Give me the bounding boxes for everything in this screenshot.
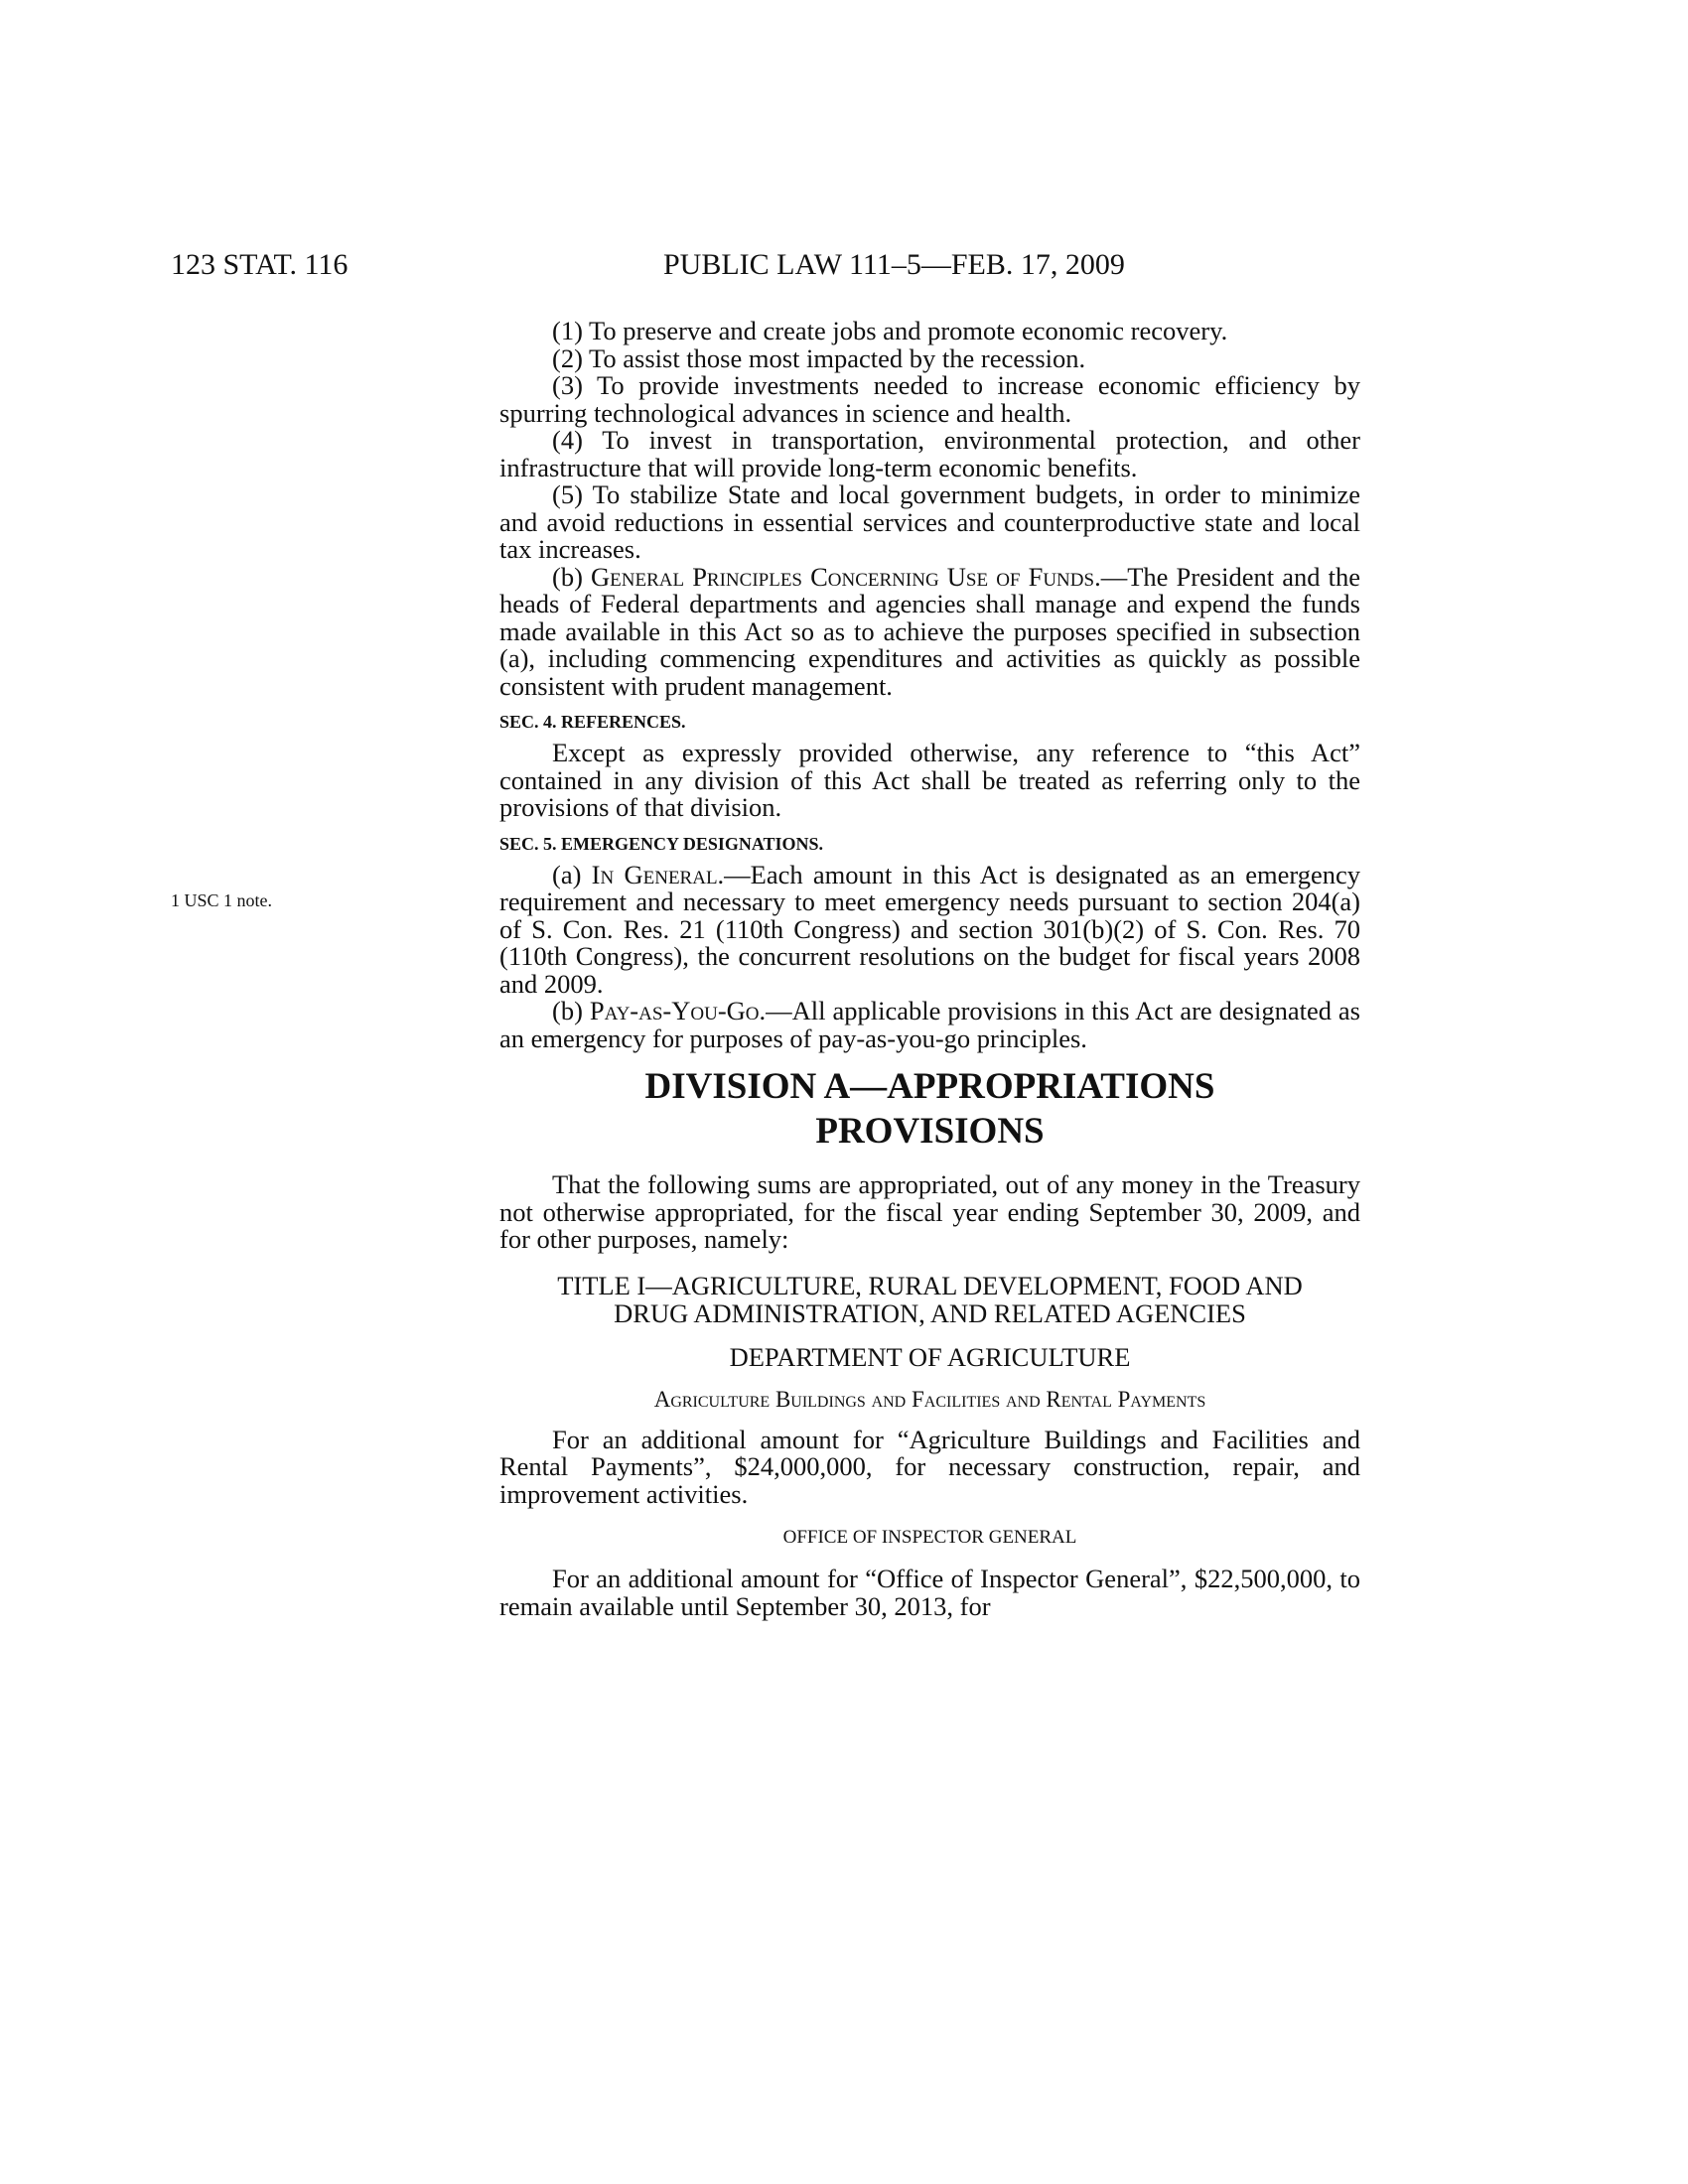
department-heading: DEPARTMENT OF AGRICULTURE xyxy=(729,1341,1131,1372)
oig-heading: OFFICE OF INSPECTOR GENERAL xyxy=(782,1527,1077,1548)
oig-text: For an additional amount for “Office of Inspector General”, $22,500,000, to remain available until September 30, 2013, for xyxy=(499,1564,1360,1621)
section-4-heading: SEC. 4. REFERENCES. xyxy=(499,712,686,732)
purpose-item: (2) To assist those most impacted by the recession. xyxy=(552,342,1086,373)
subsection-b-label: (b) xyxy=(552,561,592,592)
purpose-item: (1) To preserve and create jobs and promote economic recovery. xyxy=(552,316,1228,345)
purpose-item: (5) To stabilize State and local government budgets, in order to minimize and avoid reductions in essential services and counterproductive state and local tax increases. xyxy=(499,479,1360,564)
subsection-b-heading: General Principles Concerning Use of Funds. xyxy=(591,561,1101,592)
purpose-item: (4) To invest in transportation, environmental protection, and other infrastructure that will provide long-term economic benefits. xyxy=(499,425,1360,482)
stat-reference: 123 STAT. 116 xyxy=(171,248,349,281)
margin-note-sec4: 1 USC 1 note. xyxy=(171,890,273,910)
section-5a xyxy=(499,859,1360,999)
section-5-heading: SEC. 5. EMERGENCY DESIGNATIONS. xyxy=(499,833,824,854)
section-5a-text: —Each amount in this Act is designated as an emergency requirement and necessary to meet emergency needs pursuant to section 204(a) of S. Con. Res. 21 (110th Congress) and section 301(b)(2) of S. Con. Res. 70 (110th Congress), the concurrent resolutions on the budget for fiscal years 2008 and 2009. xyxy=(499,859,1360,999)
running-title: PUBLIC LAW 111–5—FEB. 17, 2009 xyxy=(663,248,1125,281)
section-5b xyxy=(499,998,1360,1052)
division-heading-line1: DIVISION A—APPROPRIATIONS xyxy=(644,1066,1215,1107)
division-intro: That the following sums are appropriated, out of any money in the Treasury not otherwise appropriated, for the fiscal year ending September 30, 2009, and for other purposes, namely: xyxy=(499,1169,1360,1254)
title-heading xyxy=(499,1272,1360,1327)
section-5a-label: (a) xyxy=(552,859,592,889)
title-heading-line1: TITLE I—AGRICULTURE, RURAL DEVELOPMENT, FOOD AND xyxy=(557,1270,1303,1300)
subsection-b xyxy=(499,561,1360,701)
buildings-text: For an additional amount for “Agriculture Buildings and Facilities and Rental Payments”, $24,000,000, for necessary construction, repair, and improvement activities. xyxy=(499,1424,1360,1509)
subsection-b-text: —The President and the heads of Federal departments and agencies shall manage and expend the funds made available in this Act so as to achieve the purposes specified in subsection (a), including commencing expenditures and activities as quickly as possible consistent with prudent management. xyxy=(499,561,1360,701)
division-heading xyxy=(499,1064,1360,1154)
page-header xyxy=(0,248,1688,288)
document-body xyxy=(499,318,1360,1620)
section-5b-label: (b) xyxy=(552,996,590,1025)
title-heading-line2: DRUG ADMINISTRATION, AND RELATED AGENCIES xyxy=(614,1297,1246,1328)
section-4-text: Except as expressly provided otherwise, any reference to “this Act” contained in any division of this Act shall be treated as referring only to the provisions of that division. xyxy=(499,738,1360,822)
division-heading-line2: PROVISIONS xyxy=(815,1111,1045,1152)
buildings-heading: Agriculture Buildings and Facilities and Rental Payments xyxy=(653,1386,1206,1412)
purpose-item: (3) To provide investments needed to increase economic efficiency by spurring technological advances in science and health. xyxy=(499,370,1360,428)
section-5b-heading: Pay-as-You-Go. xyxy=(589,996,767,1025)
section-5a-heading: In General. xyxy=(591,859,725,889)
section-5b-text: —All applicable provisions in this Act are designated as an emergency for purposes of pay-as-you-go principles. xyxy=(499,996,1360,1053)
